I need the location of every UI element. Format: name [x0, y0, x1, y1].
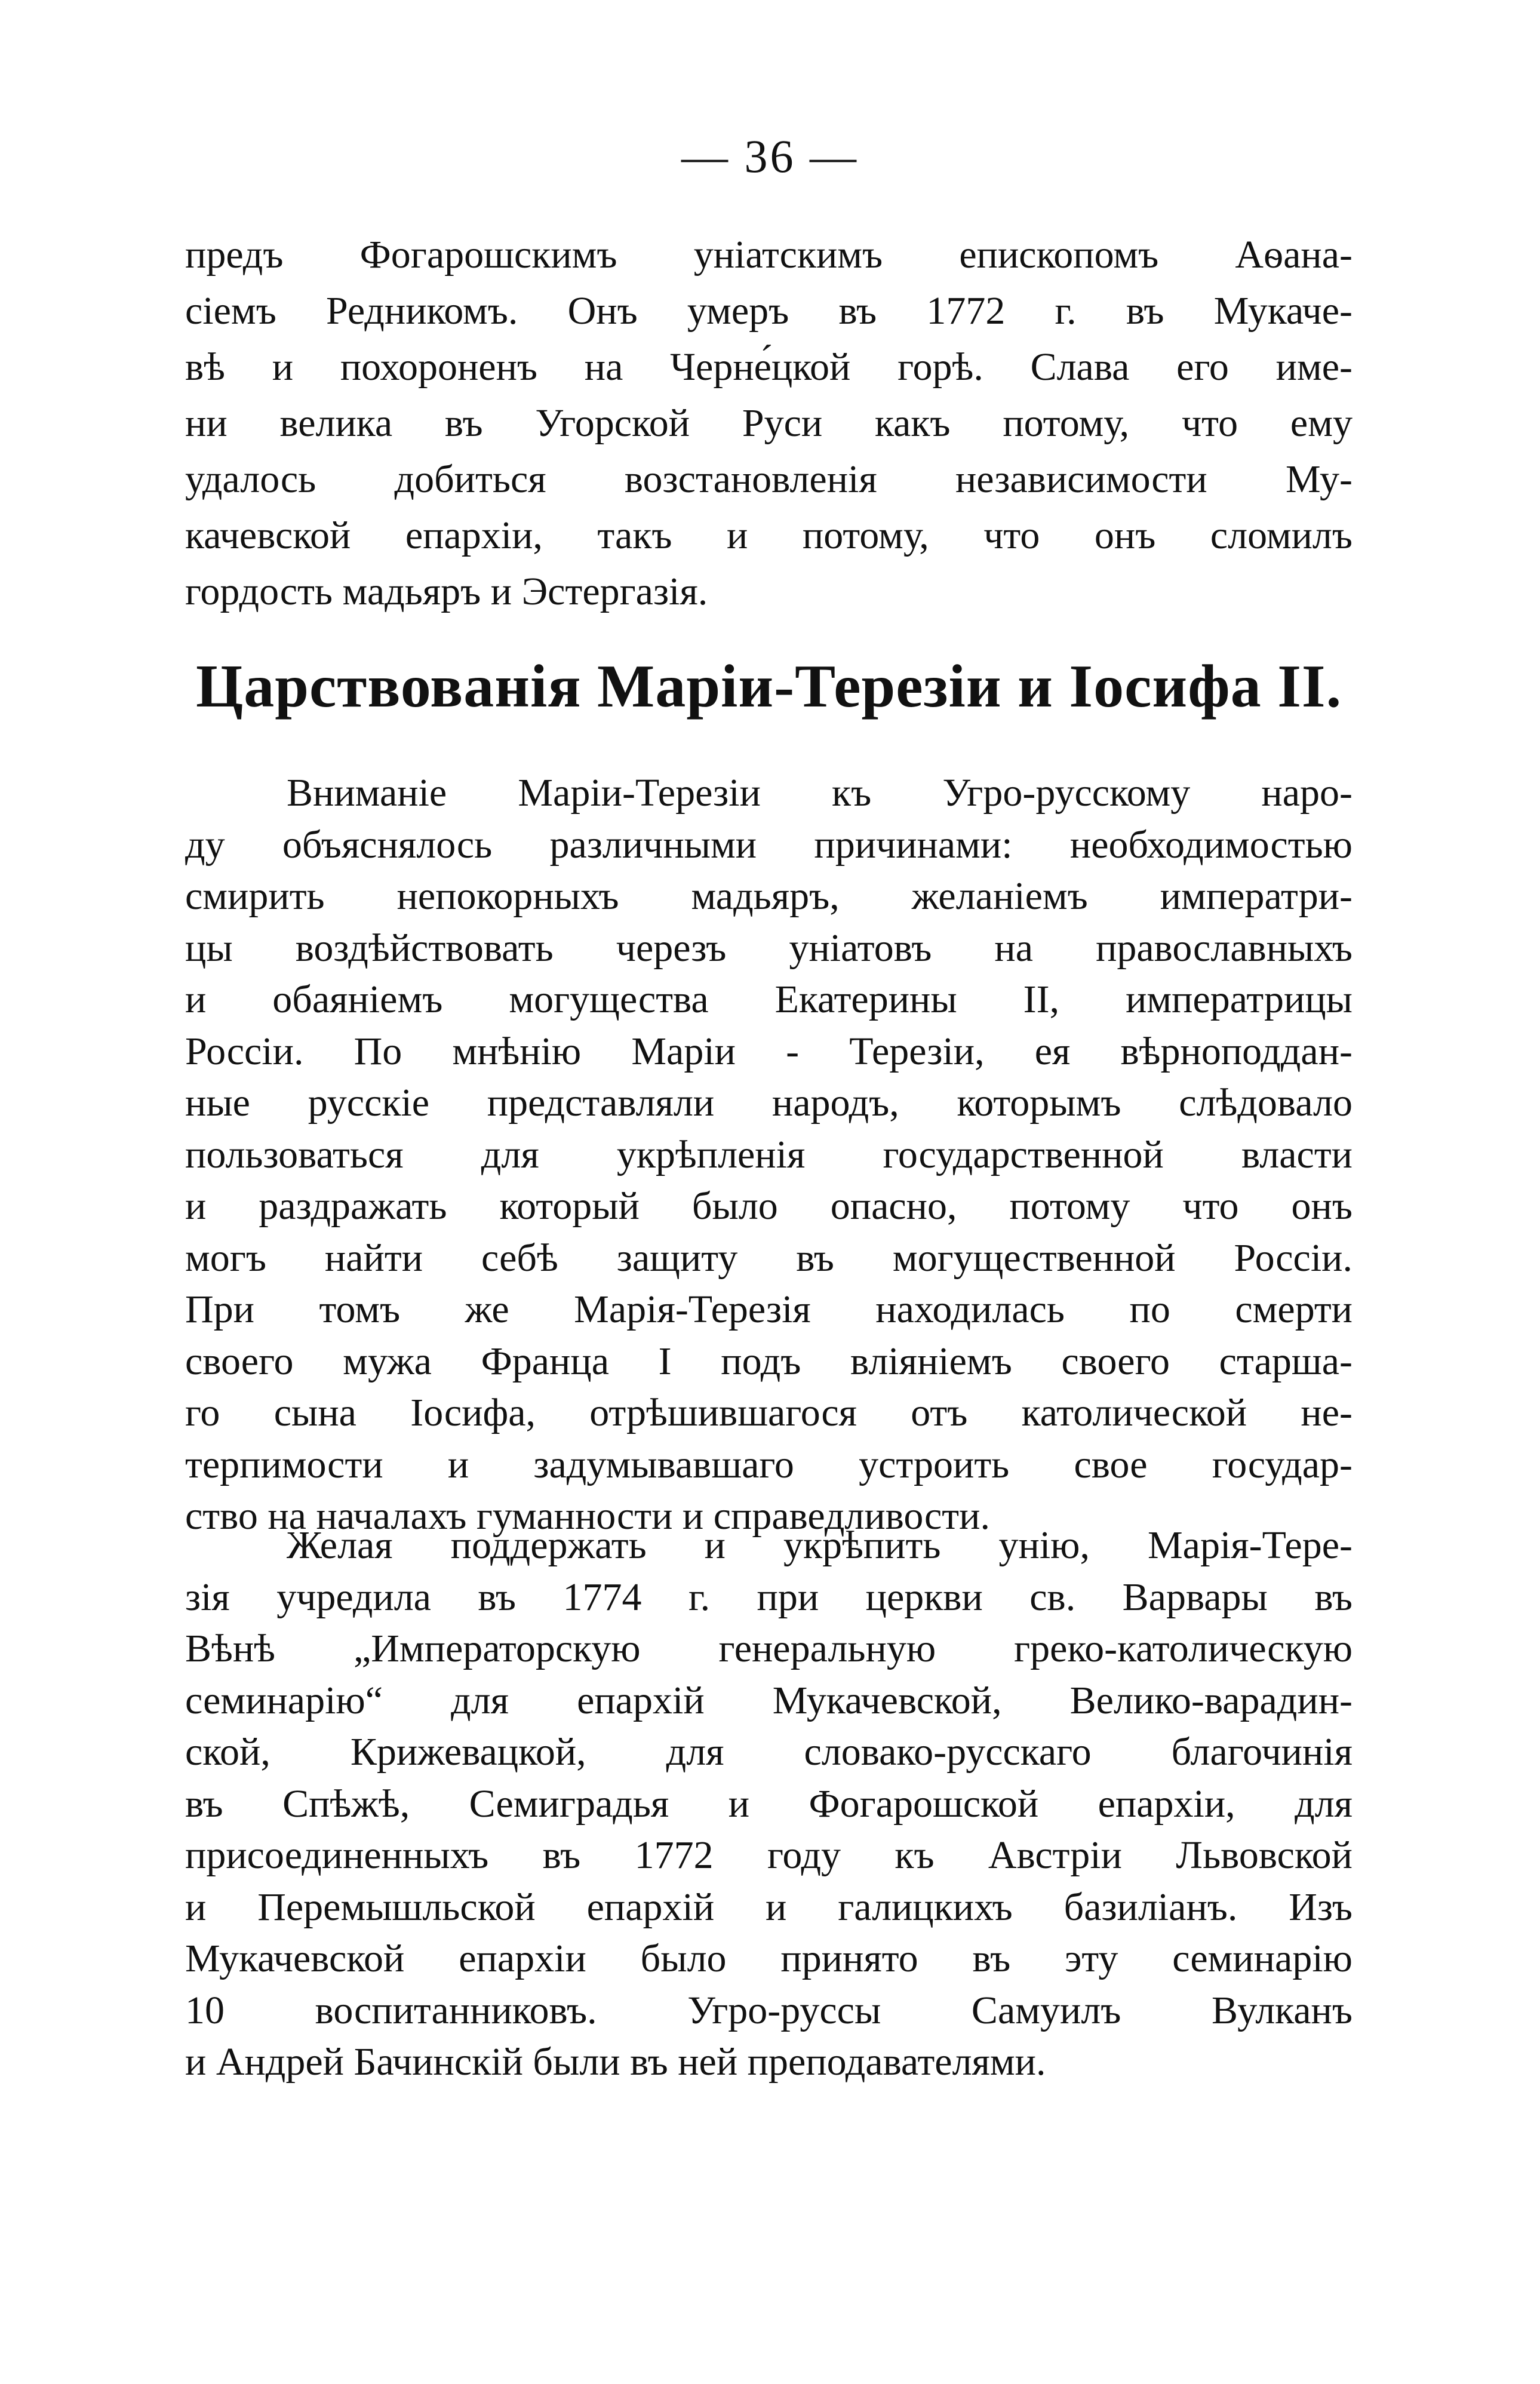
text-line: и Андрей Бачинскій были въ ней преподавателями. [185, 2040, 1046, 2084]
text-line: Вѣнѣ „Императорскую генеральную греко-католическую [185, 1627, 1353, 1670]
text-line: ство на началахъ гуманности и справедливости. [185, 1494, 990, 1538]
text-line: могъ найти себѣ защиту въ могущественной Россіи. [185, 1236, 1353, 1280]
text-line: смирить непокорныхъ мадьяръ, желаніемъ императри- [185, 874, 1353, 918]
text-line: и обаяніемъ могущества Екатерины II, императрицы [185, 978, 1353, 1021]
text-line: гордость мадьяръ и Эстергазія. [185, 570, 708, 613]
text-line: ской, Крижевацкой, для словако-русскаго благочинія [185, 1730, 1353, 1774]
intro-paragraph [185, 227, 1353, 620]
text-line: сіемъ Редникомъ. Онъ умеръ въ 1772 г. въ Мукаче- [185, 289, 1353, 333]
text-line: При томъ же Марія-Терезія находилась по смерти [185, 1288, 1353, 1331]
text-line: 10 воспитанниковъ. Угро-руссы Самуилъ Вулканъ [185, 1988, 1353, 2032]
page-number: — 36 — [681, 130, 859, 182]
text-line: ные русскіе представляли народъ, которымъ слѣдовало [185, 1081, 1353, 1125]
body-paragraph-1 [185, 767, 1353, 1543]
text-line: ни велика въ Угорской Руси какъ потому, что ему [185, 401, 1353, 445]
text-line: въ Спѣжѣ, Семиградья и Фогарошской епархіи, для [185, 1781, 1353, 1826]
section-heading: Царствованія Маріи-Терезіи и Іосифа II. [195, 653, 1342, 720]
text-line: семинарію“ для епархій Мукачевской, Велико-варадин- [185, 1678, 1353, 1722]
text-line: присоединенныхъ въ 1772 году къ Австріи Львовской [185, 1833, 1353, 1877]
text-line: ду объяснялось различными причинами: необходимостью [185, 822, 1353, 867]
body-paragraph-2 [185, 1520, 1353, 2088]
text-line: и раздражать который было опасно, потому что онъ [185, 1184, 1353, 1228]
text-line: качевской епархіи, такъ и потому, что онъ сломилъ [185, 514, 1353, 557]
text-line: удалось добиться возстановленія независимости Му- [185, 457, 1353, 501]
text-line: пользоваться для укрѣпленія государственной власти [185, 1132, 1353, 1176]
text-line: предъ Фогарошскимъ уніатскимъ епископомъ Аѳана- [185, 233, 1353, 277]
text-line: терпимости и задумывавшаго устроить свое государ- [185, 1442, 1353, 1486]
text-line: Россіи. По мнѣнію Маріи - Терезіи, ея вѣрноподдан- [185, 1029, 1353, 1073]
text-line: вѣ и похороненъ на Черне́цкой горѣ. Слава его име- [185, 345, 1353, 389]
text-line: Мукачевской епархіи было принято въ эту семинарію [185, 1937, 1353, 1980]
text-line: и Перемышльской епархій и галицкихъ базиліанъ. Изъ [185, 1885, 1353, 1929]
text-line: Желая поддержать и укрѣпить унію, Марія-Тере- [287, 1523, 1353, 1567]
text-line: цы воздѣйствовать черезъ уніатовъ на православныхъ [185, 926, 1353, 970]
text-line: зія учредила въ 1774 г. при церкви св. Варвары въ [185, 1575, 1353, 1619]
text-line: го сына Іосифа, отрѣшившагося отъ католической не- [185, 1391, 1353, 1434]
text-line: своего мужа Франца I подъ вліяніемъ своего старша- [185, 1339, 1353, 1383]
text-line: Вниманіе Маріи-Терезіи къ Угро-русскому наро- [287, 771, 1353, 815]
